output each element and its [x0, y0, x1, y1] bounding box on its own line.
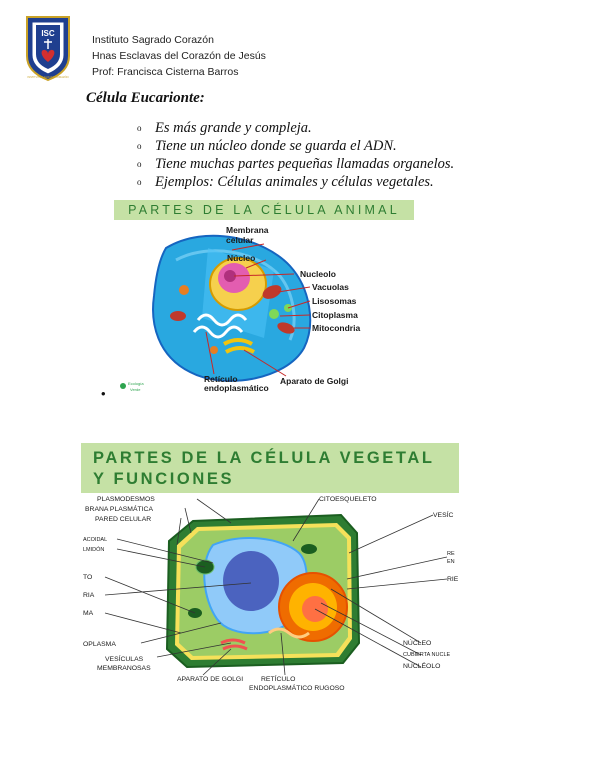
label-er-2: endoplasmático	[204, 383, 269, 393]
label-nuclear-envelope: CUBIERTA NUCLE	[403, 652, 451, 658]
vacuole-core	[223, 551, 279, 611]
label-plasma-membrane: BRANA PLASMÁTICA	[85, 506, 153, 513]
label-partial-ma: MA	[83, 610, 94, 617]
label-er-2: ENDOPLASMÁTICO RUGOSO	[249, 685, 345, 692]
teacher-name: Prof: Francisca Cisterna Barros	[92, 66, 239, 78]
label-plasmodesmata: PLASMODESMOS	[97, 496, 155, 503]
logo-ring-text: INSTITUTO SAGRADO CORAZÓN	[27, 76, 69, 79]
section-title: Célula Eucarionte:	[86, 90, 205, 106]
animal-cell-figure	[114, 220, 414, 396]
label-membrane-2: celular	[226, 235, 254, 245]
label-vesicles-2: MEMBRANOSAS	[97, 665, 151, 672]
plant-banner-line-2: Y FUNCIONES	[93, 470, 235, 488]
label-mitochondria: Mitocondria	[312, 323, 361, 333]
label-golgi: Aparato de Golgi	[280, 376, 349, 386]
bullet-marker: o	[137, 159, 142, 169]
label-cytoskeleton: CITOESQUELETO	[319, 496, 377, 503]
school-logo	[24, 14, 72, 82]
label-vacuole: ACOIDAL	[83, 537, 108, 543]
label-partial-rie: RIE	[447, 576, 459, 583]
bullet-marker: o	[137, 141, 142, 151]
label-er-1: Retículo	[204, 374, 238, 384]
label-golgi: APARATO DE GOLGI	[177, 676, 244, 683]
plant-cell-figure	[81, 493, 459, 693]
school-name: Instituto Sagrado Corazón	[92, 34, 214, 46]
list-item: o Es más grande y compleja.	[137, 120, 312, 136]
school-header	[92, 32, 266, 80]
empty-bullet: •	[101, 386, 106, 401]
watermark-1: Ecología	[128, 381, 144, 386]
label-cell-wall: PARED CELULAR	[95, 516, 152, 523]
label-partial-ria: RIA	[83, 592, 95, 599]
bullet-marker: o	[137, 177, 142, 187]
label-partial-to: TO	[83, 574, 93, 581]
leaf-icon	[120, 383, 126, 389]
label-nucleus: Núcleo	[227, 253, 256, 263]
label-starch: LMIDÓN	[83, 547, 105, 553]
label-nucleolus: Nucleolo	[300, 269, 336, 279]
watermark-2: Verde	[130, 387, 141, 392]
label-nucleolus: NUCLÉOLO	[403, 663, 441, 670]
bullet-marker: o	[137, 123, 142, 133]
label-partial-re: RE	[447, 551, 455, 557]
plant-cell-banner	[81, 443, 459, 493]
label-vesicles-1: VESÍCULAS	[105, 656, 144, 663]
label-vacuoles: Vacuolas	[312, 282, 349, 292]
characteristics-list	[137, 119, 454, 191]
list-item: o Tiene un núcleo donde se guarda el ADN.	[137, 138, 397, 154]
label-nucleus: NÚCLEO	[403, 640, 432, 647]
label-er-1: RETÍCULO	[261, 676, 296, 683]
label-membrane-1: Membrana	[226, 225, 269, 235]
label-cytoplasm: OPLASMA	[83, 641, 116, 648]
plant-banner-line-1: PARTES DE LA CÉLULA VEGETAL	[93, 449, 435, 467]
label-partial-en: EN	[447, 559, 455, 565]
label-cytoplasm: Citoplasma	[312, 310, 358, 320]
list-item: o Tiene muchas partes pequeñas llamadas organelos.	[137, 156, 455, 172]
school-congregation: Hnas Esclavas del Corazón de Jesús	[92, 50, 266, 62]
logo-letters: ISC	[41, 29, 55, 38]
label-lysosomes: Lisosomas	[312, 296, 357, 306]
label-partial-vesic: VESÍC	[433, 512, 454, 519]
animal-cell-banner: PARTES DE LA CÉLULA ANIMAL	[114, 200, 414, 220]
list-item: o Ejemplos: Células animales y células vegetales.	[137, 174, 434, 190]
